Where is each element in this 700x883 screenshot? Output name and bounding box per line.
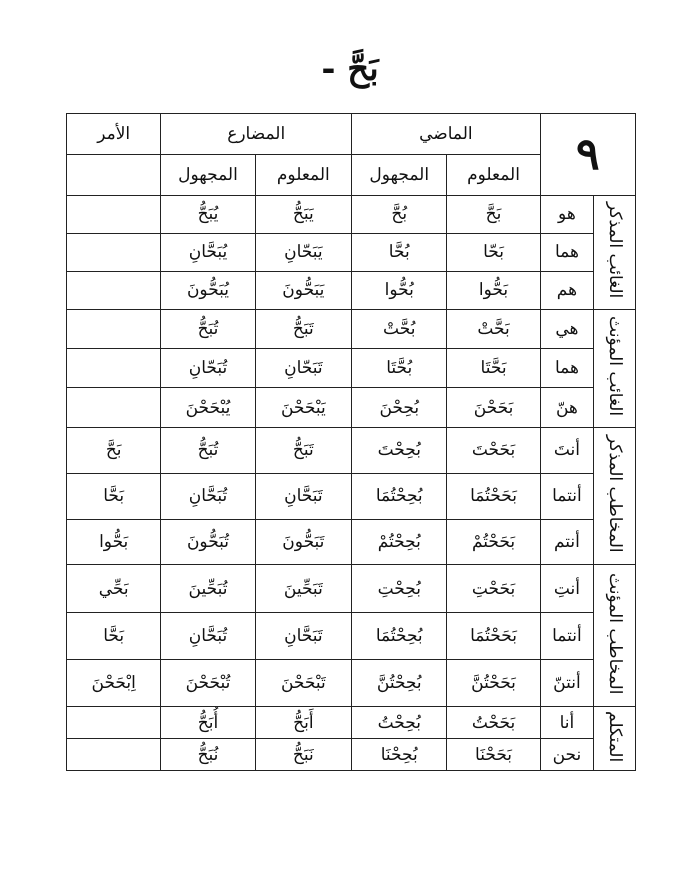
present-passive-cell: تُبْحَحْنَ xyxy=(161,659,255,706)
group-label: المخاطب المذكر xyxy=(594,427,636,565)
past-active-cell: بَحَّتَا xyxy=(447,349,540,388)
past-active-cell: بَحَحْتَ xyxy=(447,427,540,473)
table-row xyxy=(67,271,636,309)
past-passive-cell: بُحِحْتُ xyxy=(352,707,447,739)
table-row xyxy=(67,612,636,659)
past-passive-cell: بُحَّتَا xyxy=(352,349,447,388)
pronoun-cell: أنتما xyxy=(540,473,594,519)
imperative-cell xyxy=(67,388,161,427)
pronoun-cell: هي xyxy=(540,309,594,348)
pronoun-cell: هنّ xyxy=(540,388,594,427)
header-past-passive: المجهول xyxy=(352,155,447,196)
header-imperative-blank xyxy=(67,155,161,196)
conjugation-table xyxy=(66,113,636,771)
group-label: المتكلم xyxy=(594,707,636,771)
pronoun-cell: أنا xyxy=(540,707,594,739)
table-row xyxy=(67,233,636,271)
header-present-active: المعلوم xyxy=(255,155,351,196)
present-active-cell: تَبَحَّانِ xyxy=(255,473,351,519)
past-active-cell: بَحَحْتُمَا xyxy=(447,612,540,659)
imperative-cell xyxy=(67,233,161,271)
header-past: الماضي xyxy=(352,114,541,155)
present-active-cell: يَبْحَحْنَ xyxy=(255,388,351,427)
present-passive-cell: تُبَحِّينَ xyxy=(161,565,255,612)
header-present-passive: المجهول xyxy=(161,155,255,196)
present-passive-cell: يُبَحُّ xyxy=(161,196,255,234)
table-row xyxy=(67,349,636,388)
present-passive-cell: نُبَحُّ xyxy=(161,739,255,771)
present-passive-cell: تُبَحُّ xyxy=(161,427,255,473)
present-passive-cell: يُبَحَّانِ xyxy=(161,233,255,271)
table-row xyxy=(67,473,636,519)
imperative-cell xyxy=(67,196,161,234)
pronoun-cell: أنتم xyxy=(540,519,594,565)
header-imperative: الأمر xyxy=(67,114,161,155)
present-passive-cell: تُبَحّانِ xyxy=(161,349,255,388)
pronoun-cell: أنتَ xyxy=(540,427,594,473)
past-active-cell: بَحّا xyxy=(447,233,540,271)
table-row xyxy=(67,196,636,234)
pronoun-cell: هو xyxy=(540,196,594,234)
present-active-cell: تَبَحِّينَ xyxy=(255,565,351,612)
past-active-cell: بَحَحْتُ xyxy=(447,707,540,739)
past-active-cell: بَحُّوا xyxy=(447,271,540,309)
imperative-cell xyxy=(67,309,161,348)
imperative-cell xyxy=(67,271,161,309)
past-passive-cell: بُحِحْتُمَا xyxy=(352,612,447,659)
page-title: بَحَّ - xyxy=(321,49,379,89)
present-passive-cell: يُبَحُّونَ xyxy=(161,271,255,309)
past-passive-cell: بُحَّتْ xyxy=(352,309,447,348)
past-passive-cell: بُحِحْتِ xyxy=(352,565,447,612)
group-label: الغائب المؤنث xyxy=(594,309,636,427)
imperative-cell: بَحَّ xyxy=(67,427,161,473)
imperative-cell xyxy=(67,739,161,771)
pronoun-cell: نحن xyxy=(540,739,594,771)
group-label: المخاطب المؤنث xyxy=(594,565,636,707)
table-row xyxy=(67,309,636,348)
imperative-cell: بَحَّا xyxy=(67,473,161,519)
past-passive-cell: بُحِحْتَ xyxy=(352,427,447,473)
present-active-cell: أَبَحُّ xyxy=(255,707,351,739)
pronoun-cell: أنتما xyxy=(540,612,594,659)
past-active-cell: بَحَحْنَا xyxy=(447,739,540,771)
present-passive-cell: تُبَحُّ xyxy=(161,309,255,348)
header-present: المضارع xyxy=(161,114,352,155)
header-past-active: المعلوم xyxy=(447,155,540,196)
table-row xyxy=(67,659,636,706)
past-passive-cell: بُحِحْتُنَّ xyxy=(352,659,447,706)
present-passive-cell: تُبَحَّانِ xyxy=(161,473,255,519)
past-active-cell: بَحَحْتُمَا xyxy=(447,473,540,519)
table-row xyxy=(67,519,636,565)
past-passive-cell: بُحَّا xyxy=(352,233,447,271)
table-row xyxy=(67,707,636,739)
present-active-cell: تَبَحّانِ xyxy=(255,349,351,388)
imperative-cell: بَحَّا xyxy=(67,612,161,659)
imperative-cell xyxy=(67,349,161,388)
present-passive-cell: تُبَحُّونَ xyxy=(161,519,255,565)
past-active-cell: بَحَحْتِ xyxy=(447,565,540,612)
group-label: الغائب المذكر xyxy=(594,196,636,310)
imperative-cell: بَحِّي xyxy=(67,565,161,612)
past-active-cell: بَحَحْنَ xyxy=(447,388,540,427)
imperative-cell: بَحُّوا xyxy=(67,519,161,565)
pronoun-cell: أنتِ xyxy=(540,565,594,612)
pronoun-cell: هم xyxy=(540,271,594,309)
past-passive-cell: بُحُّوا xyxy=(352,271,447,309)
pronoun-cell: هما xyxy=(540,233,594,271)
pronoun-cell: هما xyxy=(540,349,594,388)
table-number: ٩ xyxy=(540,114,635,196)
present-active-cell: تَبْحَحْنَ xyxy=(255,659,351,706)
imperative-cell xyxy=(67,707,161,739)
table-row xyxy=(67,388,636,427)
past-passive-cell: بُحَّ xyxy=(352,196,447,234)
present-active-cell: يَبَحُّ xyxy=(255,196,351,234)
present-passive-cell: يُبْحَحْنَ xyxy=(161,388,255,427)
present-active-cell: تَبَحُّ xyxy=(255,309,351,348)
table-row xyxy=(67,739,636,771)
pronoun-cell: أنتنّ xyxy=(540,659,594,706)
present-passive-cell: تُبَحَّانِ xyxy=(161,612,255,659)
imperative-cell: اِبْحَحْنَ xyxy=(67,659,161,706)
present-active-cell: يَبَحّانِ xyxy=(255,233,351,271)
present-active-cell: يَبَحُّونَ xyxy=(255,271,351,309)
table-row xyxy=(67,427,636,473)
past-passive-cell: بُحِحْتُمْ xyxy=(352,519,447,565)
present-active-cell: تَبَحُّ xyxy=(255,427,351,473)
present-passive-cell: أُبَحُّ xyxy=(161,707,255,739)
past-passive-cell: بُحِحْنَ xyxy=(352,388,447,427)
present-active-cell: نَبَحُّ xyxy=(255,739,351,771)
present-active-cell: تَبَحُّونَ xyxy=(255,519,351,565)
table-row xyxy=(67,565,636,612)
past-active-cell: بَحَحْتُنَّ xyxy=(447,659,540,706)
past-passive-cell: بُحِحْتُمَا xyxy=(352,473,447,519)
present-active-cell: تَبَحَّانِ xyxy=(255,612,351,659)
past-active-cell: بَحَحْتُمْ xyxy=(447,519,540,565)
past-active-cell: بَحَّتْ xyxy=(447,309,540,348)
past-active-cell: بَحَّ xyxy=(447,196,540,234)
past-passive-cell: بُحِحْنَا xyxy=(352,739,447,771)
